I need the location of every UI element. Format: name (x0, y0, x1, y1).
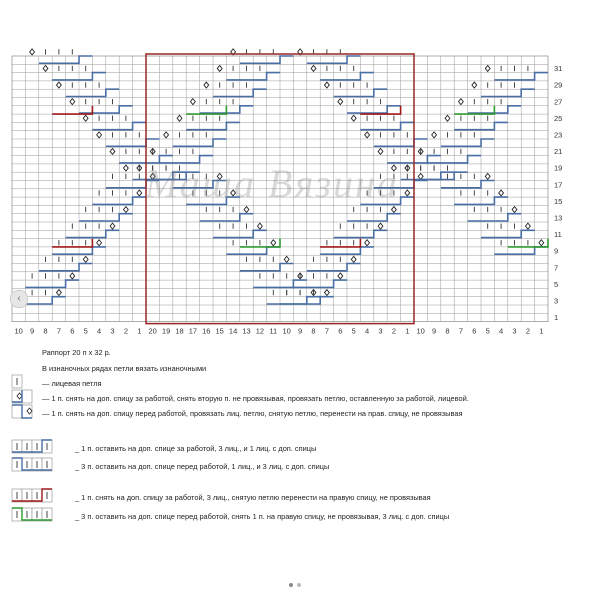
column-label: 18 (175, 326, 184, 336)
column-label: 3 (512, 326, 517, 336)
row-number: 11 (554, 230, 562, 240)
column-label: 7 (56, 326, 61, 336)
watermark-logo: Маша Вязина (145, 161, 399, 206)
column-label: 10 (416, 326, 425, 336)
column-label: 9 (432, 326, 437, 336)
legend-item-slip-back: _ 1 п. снять на доп. спицу за работой, 3 лиц., снятую петлю перенести на правую спицу, не провязывая (75, 493, 431, 502)
column-label: 7 (324, 326, 329, 336)
column-label: 2 (123, 326, 128, 336)
row-number: 15 (554, 196, 563, 206)
column-label: 5 (485, 326, 490, 336)
column-label: 1 (137, 326, 142, 336)
row-number: 7 (554, 263, 559, 273)
column-label: 10 (282, 326, 291, 336)
column-label: 8 (43, 326, 48, 336)
purl-rows-note: В изнаночных рядах петли вязать изнаночными (42, 364, 207, 373)
prev-image-icon[interactable]: ‹ (10, 290, 28, 308)
column-label: 3 (110, 326, 115, 336)
legend-item-slip-front: _ 3 п. оставить на доп. спице перед работой, снять 1 п. на правую спицу, не провязывая, 3 лиц. с доп. спицы (75, 512, 450, 521)
column-label: 6 (70, 326, 75, 336)
column-label: 10 (14, 326, 23, 336)
row-number: 29 (554, 80, 563, 90)
row-number: 23 (554, 130, 563, 140)
column-label: 2 (391, 326, 396, 336)
carousel-dots[interactable] (287, 574, 303, 592)
column-label: 9 (30, 326, 35, 336)
column-label: 17 (188, 326, 198, 336)
column-label: 13 (242, 326, 251, 336)
repeat-caption: Раппорт 20 п х 32 р. (42, 348, 111, 357)
column-label: 1 (539, 326, 544, 336)
column-label: 20 (148, 326, 157, 336)
column-label: 7 (458, 326, 463, 336)
column-label: 1 (405, 326, 410, 336)
column-label: 5 (83, 326, 88, 336)
row-number: 27 (554, 97, 563, 107)
row-number: 21 (554, 147, 563, 157)
column-label: 2 (525, 326, 530, 336)
column-label: 12 (255, 326, 265, 336)
row-number: 9 (554, 246, 559, 256)
column-label: 4 (365, 326, 370, 336)
column-label: 6 (338, 326, 343, 336)
column-label: 14 (228, 326, 238, 336)
column-label: 3 (378, 326, 383, 336)
legend-item-cable-front: _ 3 п. оставить на доп. спице перед работой, 1 лиц., и 3 лиц. с доп. спицы (75, 462, 330, 471)
slip-stitch-icon (30, 49, 35, 55)
column-label: 19 (161, 326, 171, 336)
row-number: 1 (554, 313, 559, 323)
row-number: 3 (554, 296, 559, 306)
row-number: 17 (554, 180, 563, 190)
legend-cell (22, 390, 32, 403)
column-label: 11 (269, 326, 278, 336)
column-label: 6 (472, 326, 477, 336)
row-number: 5 (554, 279, 559, 289)
column-label: 4 (97, 326, 102, 336)
legend-cell (12, 405, 22, 418)
column-label: 15 (215, 326, 224, 336)
column-label: 8 (311, 326, 316, 336)
row-number: 25 (554, 113, 563, 123)
column-label: 5 (351, 326, 356, 336)
legend-item-cross-front: — 1 п. снять на доп. спицу перед работой, провязать лиц. петлю, снятую петлю, перенести на прав. спицу, не провязывая (42, 409, 463, 418)
column-label: 9 (298, 326, 303, 336)
column-label: 16 (202, 326, 211, 336)
column-label: 8 (445, 326, 450, 336)
row-number: 19 (554, 163, 563, 173)
row-number: 31 (554, 64, 563, 74)
legend-item-cross-back: — 1 п. снять на доп. спицу за работой, снять вторую п. не провязывая, провязать петлю, оставленную за работой, лицевой. (42, 394, 469, 403)
legend-item-cable-back: _ 1 п. оставить на доп. спице за работой, 3 лиц., и 1 лиц. с доп. спицы (75, 444, 317, 453)
legend-item-knit: — лицевая петля (42, 379, 102, 388)
column-label: 4 (499, 326, 504, 336)
row-number: 13 (554, 213, 563, 223)
